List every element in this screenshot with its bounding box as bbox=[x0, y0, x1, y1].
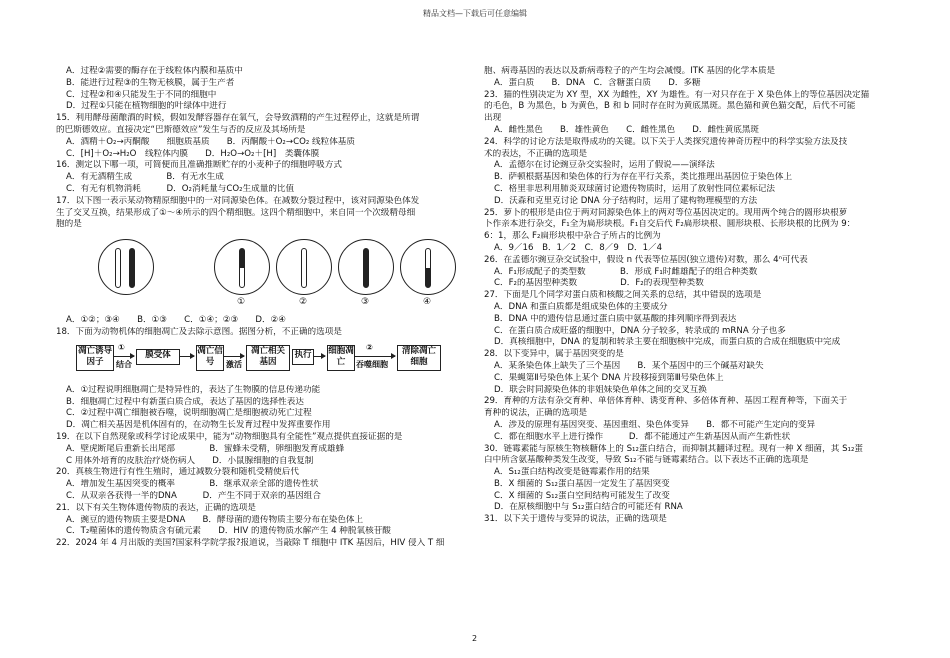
page-number: 2 bbox=[472, 634, 478, 643]
text-line: A．有无酒精生成 B．有无水生成 bbox=[66, 172, 224, 183]
text-line: B．萨顿根据基因和染色体的行为存在平行关系，类比推理出基因位于染色体上 bbox=[494, 172, 793, 183]
text-line: C 用体外培育的皮肤治疗烧伤病人 D．小鼠腺细胞的自我复制 bbox=[66, 455, 314, 466]
figure-label-1: ① bbox=[237, 297, 246, 308]
text-line: C．T₂噬菌体的遗传物质含有硫元素 D．HIV 的遗传物质水解产生 4 种脱氧核苷酸 bbox=[66, 526, 391, 537]
text-line: C．[H]＋O₂→H₂O 线粒体内膜 D．H₂O→O₂＋[H] 类囊体膜 bbox=[66, 148, 320, 159]
text-line: 28．以下变异中，属于基因突变的是 bbox=[484, 349, 624, 360]
text-line: D．联会时同源染色体的非姐妹染色单体之间的交叉互换 bbox=[494, 384, 707, 395]
text-line: A．涉及的原理有基因突变、基因重组、染色体变异 B．都不可能产生定向的变异 bbox=[494, 419, 816, 430]
text-line: 白中所含氨基酸种类发生改变，导致 S₁₂不能与链霉素结合。以下表达不正确的选项是 bbox=[484, 455, 809, 466]
text-line: 16．测定以下哪一项，可简便而且准确推断贮存的小麦种子的细胞呼吸方式 bbox=[56, 160, 342, 171]
text-line: A．雌性黑色 B．雄性黄色 C．雌性黑色 D．雌性黄底黑斑 bbox=[494, 124, 760, 135]
text-line: C．格里非思利用肺炎双球菌讨论遗传物质时，运用了放射性同位素标记法 bbox=[494, 183, 776, 194]
text-line: 的毛色，B 为黑色，b 为黄色，B 和 b 同时存在时为黄底黑斑。黑色猫和黄色猫交配，后代不可能 bbox=[484, 101, 856, 112]
figure-1-cell bbox=[98, 239, 154, 295]
chromosome-black bbox=[129, 248, 135, 288]
text-line: 胞、病毒基因的表达以及新病毒粒子的产生均会减慢。ITK 基因的化学本质是 bbox=[484, 66, 776, 76]
text-line: C．过程②和④只能发生于不同的细胞中 bbox=[66, 89, 217, 100]
text-line: D．凋亡相关基因是机体固有的，在动物生长发育过程中发挥重要作用 bbox=[66, 420, 331, 431]
label-step-1: ① bbox=[118, 342, 125, 352]
arrow bbox=[114, 356, 134, 357]
text-line: B．细胞凋亡过程中有新蛋白质合成，表达了基因的选择性表达 bbox=[66, 396, 304, 407]
text-line: A．DNA 和蛋白质都是组成染色体的主要成分 bbox=[494, 301, 668, 312]
figure-label-2: ② bbox=[299, 297, 308, 308]
apoptosis-inducer-box: 凋亡诱导因子 bbox=[76, 345, 114, 371]
text-line: 6：1，那么 F₂扁形块根中杂合子所占的比例为 bbox=[484, 231, 661, 242]
text-line: A．孟德尔在讨论豌豆杂交实验时，运用了假说——演绎法 bbox=[494, 160, 715, 171]
sperm-cell-3 bbox=[338, 239, 394, 295]
arrow bbox=[355, 356, 395, 357]
text-line: 30．链霉素能与原核生物核糖体上的 S₁₂蛋白结合，而抑制其翻译过程。现有一种 X 细菌，其 S₁₂蛋 bbox=[484, 443, 864, 454]
cell-apoptosis-box: 细胞凋亡 bbox=[327, 345, 355, 371]
page-header: 精品文档—下载后可任意编辑 bbox=[423, 9, 527, 18]
text-line: 21．以下有关生物体遗传物质的表达，正确的选项是 bbox=[56, 502, 256, 513]
text-line: 31．以下关于遗传与变异的说法，正确的选项是 bbox=[484, 514, 667, 525]
left-text-block-a bbox=[56, 66, 466, 231]
chromosome-white bbox=[115, 248, 121, 288]
membrane-receptor-box: 膜受体 bbox=[136, 349, 180, 365]
text-line: 胞的是 bbox=[56, 219, 82, 230]
text-line: C．②过程中凋亡细胞被吞噬，说明细胞凋亡是细胞被动死亡过程 bbox=[66, 408, 312, 419]
text-line: 20．真核生物进行有性生殖时，通过减数分裂和随机受精使后代 bbox=[56, 467, 299, 478]
text-line: 19．在以下自然现象或科学讨论成果中，能为“动物细胞具有全能性”观点提供直接证据的是 bbox=[56, 431, 403, 442]
text-line: 生了交叉互换，结果形成了①～④所示的四个精细胞。这四个精细胞中，来自同一个次级精母细 bbox=[56, 207, 416, 218]
sperm-cell-1 bbox=[214, 239, 270, 295]
text-line: C．都在细胞水平上进行操作 D．都不能通过产生新基因从而产生新性状 bbox=[494, 431, 791, 442]
execute-box: 执行 bbox=[292, 349, 314, 365]
text-line: 17．以下图一表示某动物精原细胞中的一对同源染色体。在减数分裂过程中，该对同源染色体发 bbox=[56, 195, 420, 206]
chromosome-white bbox=[301, 248, 307, 288]
text-line: 23．猫的性别决定为 XY 型，XX 为雌性，XY 为雄性。有一对只存在于 X 染色体上的等位基因决定猫 bbox=[484, 89, 870, 100]
right-column bbox=[484, 66, 898, 526]
chromosome-crossover bbox=[425, 248, 431, 288]
clear-apoptotic-cell-box: 清除凋亡细胞 bbox=[397, 345, 441, 371]
text-line: C．在蛋白质合成旺盛的细胞中，DNA 分子较多，转录成的 mRNA 分子也多 bbox=[494, 325, 786, 336]
text-line: D．在原核细胞中与 S₁₂蛋白结合的可能还有 RNA bbox=[494, 502, 683, 513]
text-line: A．①②；③④ B．①③ C．①④；②③ D．②④ bbox=[66, 315, 286, 326]
chromosome-black bbox=[363, 248, 369, 288]
text-line: A．9／16 B．1／2 C．8／9 D．1／4 bbox=[494, 242, 663, 253]
label-activate: 激活 bbox=[226, 359, 242, 369]
arrow bbox=[224, 356, 244, 357]
sperm-cell-2 bbox=[276, 239, 332, 295]
sperm-cell-4 bbox=[400, 239, 456, 295]
text-line: 15．利用酵母菌酿酒的时候，假如发酵容器存在氧气，会导致酒精的产生过程停止，这就是所谓 bbox=[56, 113, 420, 124]
left-text-block-b bbox=[56, 315, 466, 339]
figure-18-apoptosis-diagram bbox=[56, 339, 466, 385]
text-line: A．某条染色体上缺失了三个基因 B．某个基因中的三个碱基对缺失 bbox=[494, 360, 764, 371]
text-line: B．能进行过程③的生物无核膜，属于生产者 bbox=[66, 77, 235, 88]
text-line: D．过程①只能在植物细胞的叶绿体中进行 bbox=[66, 101, 227, 112]
text-line: C．F₂的基因型种类数 D．F₂的表现型种类数 bbox=[494, 278, 704, 289]
label-phagocyte: 吞噬细胞 bbox=[356, 359, 388, 369]
text-line: 25．萝卜的根形是由位于两对同源染色体上的两对等位基因决定的。现用两个纯合的圆形块根萝 bbox=[484, 207, 848, 218]
figure-label-4: ④ bbox=[423, 297, 432, 308]
text-line: 的巴斯德效应。直接决定“巴斯德效应”发生与否的反应及其场所是 bbox=[56, 124, 306, 135]
text-line: 卜作亲本进行杂交，F₁全为扁形块根。F₁自交后代 F₂扁形块根、圆形块根、长形块根的比例为 9： bbox=[484, 219, 856, 230]
text-line: 18．下面为动物机体的细胞凋亡及去除示意图。据图分析，不正确的选项是 bbox=[56, 326, 342, 337]
arrow bbox=[313, 356, 325, 357]
apoptosis-signal-box: 凋亡信号 bbox=[196, 345, 224, 371]
text-line: C．果蝇第Ⅱ号染色体上某个 DNA 片段移接到第Ⅲ号染色体上 bbox=[494, 372, 724, 383]
text-line: A．①过程说明细胞凋亡是特异性的，表达了生物膜的信息传递功能 bbox=[66, 384, 321, 395]
text-line: A．F₁形成配子的类型数 B．形成 F₁时雌雄配子的组合种类数 bbox=[494, 266, 758, 277]
chromosome-crossover bbox=[239, 248, 245, 288]
right-text-block bbox=[484, 66, 898, 526]
label-combine: 结合 bbox=[116, 359, 132, 369]
text-line: A．壁虎断尾后重新长出尾部 B．蜜蜂未受精，卵细胞发育成雄蜂 bbox=[66, 443, 345, 454]
text-line: 24．科学的讨论方法是取得成功的关键。以下关于人类探究遗传神奇历程中的科学实验方法及技 bbox=[484, 136, 848, 147]
left-text-block-c bbox=[56, 385, 466, 550]
text-line: A．豌豆的遗传物质主要是DNA B．酵母菌的遗传物质主要分布在染色体上 bbox=[66, 514, 364, 525]
text-line: A．S₁₂蛋白结构改变是链霉素作用的结果 bbox=[494, 467, 650, 478]
apoptosis-gene-box: 凋亡相关基因 bbox=[246, 345, 290, 371]
text-line: A．过程②需要的酶存在于线粒体内膜和基质中 bbox=[66, 66, 243, 76]
text-line: 27．下面是几个同学对蛋白质和核酸之间关系的总结，其中错误的选项是 bbox=[484, 290, 762, 301]
text-line: 术的表达，不正确的选项是 bbox=[484, 148, 588, 159]
arrow bbox=[180, 356, 194, 357]
text-line: 22．2024 年 4 月出版的美国?国家科学院学报?报道说，当敲除 T 细胞中 ITK 基因后，HIV 侵入 T 细 bbox=[56, 538, 445, 549]
text-line: D．真核细胞中，DNA 的复制和转录主要在细胞核中完成，而蛋白质的合成在细胞质中完成 bbox=[494, 337, 841, 348]
text-line: A．增加发生基因突变的概率 B．继承双亲全部的遗传性状 bbox=[66, 479, 319, 490]
text-line: 育种的说法，正确的选项是 bbox=[484, 408, 588, 419]
text-line: 29．育种的方法有杂交育种、单倍体育种、诱变育种、多倍体育种、基因工程育种等，下面关于 bbox=[484, 396, 848, 407]
figure-label-3: ③ bbox=[361, 297, 370, 308]
label-step-2: ② bbox=[366, 342, 373, 352]
text-line: C．X 细菌的 S₁₂蛋白空间结构可能发生了改变 bbox=[494, 490, 670, 501]
text-line: B．X 细菌的 S₁₂蛋白基因一定发生了基因突变 bbox=[494, 478, 670, 489]
text-line: 出现 bbox=[484, 113, 502, 124]
figure-17-chromosomes bbox=[56, 233, 466, 315]
text-line: B．DNA 中的遗传信息通过蛋白质中氨基酸的排列顺序得到表达 bbox=[494, 313, 737, 324]
left-column bbox=[56, 66, 466, 550]
text-line: A．酒精＋O₂→丙酮酸 细胞质基质 B．丙酮酸＋O₂→CO₂ 线粒体基质 bbox=[66, 136, 355, 147]
text-line: C．从双亲各获得一半的DNA D．产生不同于双亲的基因组合 bbox=[66, 490, 321, 501]
text-line: A．蛋白质 B．DNA C．含糖蛋白质 D．多糖 bbox=[494, 77, 701, 88]
text-line: C．有无有机物消耗 D．O₂消耗量与CO₂生成量的比值 bbox=[66, 183, 295, 194]
text-line: D．沃森和克里克讨论 DNA 分子结构时，运用了建构物理模型的方法 bbox=[494, 195, 758, 206]
text-line: 26．在孟德尔豌豆杂交试验中，假设 n 代表等位基因(独立遗传)对数，那么 4ⁿ可代表 bbox=[484, 254, 808, 265]
